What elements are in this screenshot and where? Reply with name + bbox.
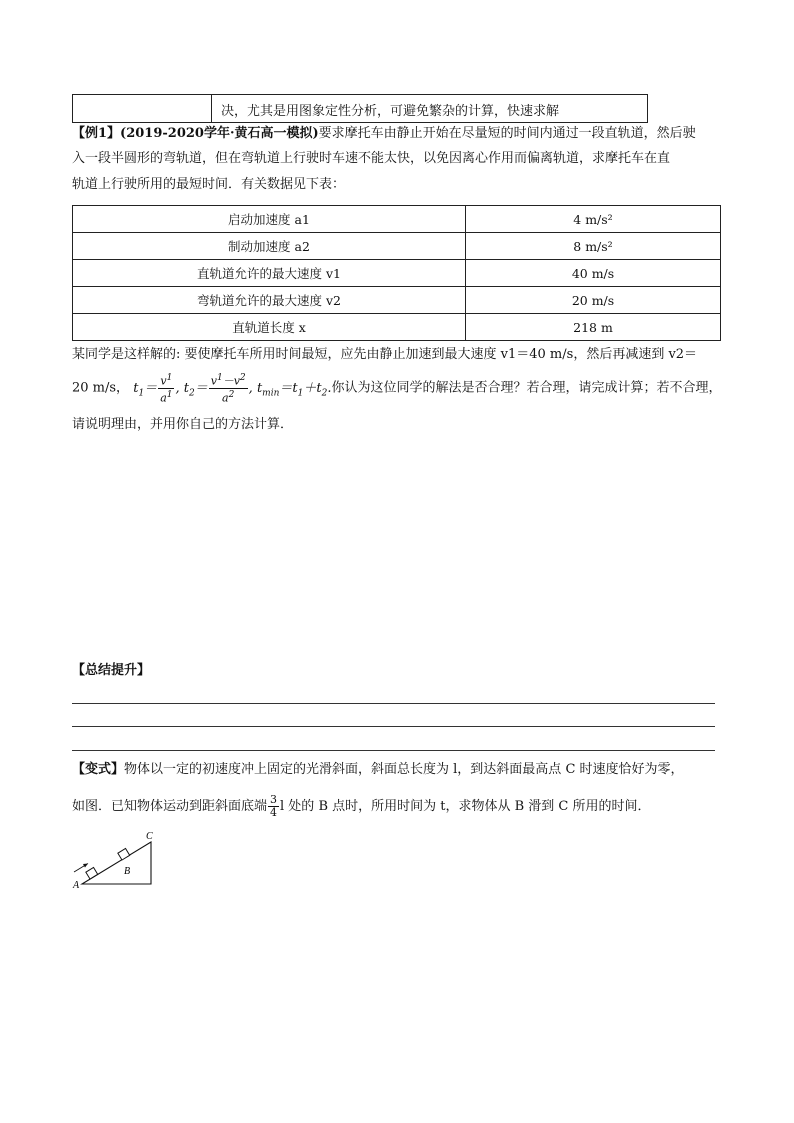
variant-text-2b: l 处的 B 点时，所用时间为 t，求物体从 B 滑到 C 所用的时间．	[280, 799, 651, 814]
table-cell-value: 4 m/s²	[466, 206, 721, 233]
answer-line	[72, 750, 715, 751]
example-text-1: 要求摩托车由静止开始在尽量短的时间内通过一段直轨道，然后驶	[318, 126, 696, 141]
table-cell-label: 弯轨道允许的最大速度 v2	[73, 287, 466, 314]
block-at-a	[86, 867, 98, 879]
solution-text-2a: 20 m/s，	[72, 380, 130, 396]
example-line-3: 轨道上行驶所用的最短时间．有关数据见下表：	[72, 177, 346, 192]
variant-tag: 【变式】	[72, 762, 125, 777]
label-b: B	[124, 866, 131, 877]
data-table	[72, 205, 721, 341]
table-cell-label: 启动加速度 a1	[73, 206, 466, 233]
formula-tmin: $t_{min}=t_1+t_2$.	[256, 380, 332, 399]
table-row	[73, 260, 721, 287]
variant-text-1: 物体以一定的初速度冲上固定的光滑斜面，斜面总长度为 l，到达斜面最高点 C 时速度恰好为零，	[124, 762, 684, 777]
table-row	[73, 287, 721, 314]
solution-line-3: 请说明理由，并用你自己的方法计算．	[72, 417, 294, 432]
table-cell-value: 218 m	[466, 314, 721, 341]
continuation-table	[72, 94, 648, 123]
table-cell-label: 直轨道长度 x	[73, 314, 466, 341]
formula-t2: $t_2=$ $\frac{v^1-v^2}{a^2}$ ,	[183, 373, 253, 405]
block-at-b	[118, 848, 130, 860]
table-row	[73, 233, 721, 260]
continuation-table-right-cell: 决，尤其是用图象定性分析，可避免繁杂的计算，快速求解	[221, 104, 560, 119]
table-cell-value: 8 m/s²	[466, 233, 721, 260]
table-row	[73, 206, 721, 233]
label-c: C	[146, 831, 153, 842]
summary-title: 【总结提升】	[72, 663, 151, 678]
fraction-three-quarters: $\frac{3}{4}$	[270, 793, 278, 819]
variant-line-1	[72, 757, 732, 782]
variant-line-2	[72, 792, 732, 822]
table-cell-label: 制动加速度 a2	[73, 233, 466, 260]
continuation-table-left-cell	[73, 95, 212, 122]
solution-line-2	[72, 372, 732, 408]
answer-line	[72, 703, 715, 704]
answer-line	[72, 726, 715, 727]
variant-text-2a: 如图．已知物体运动到距斜面底端	[72, 799, 268, 814]
formula-t1: $t_1=$ $\frac{v^1}{a^1}$ ,	[133, 373, 180, 405]
table-cell-value: 20 m/s	[466, 287, 721, 314]
table-cell-value: 40 m/s	[466, 260, 721, 287]
table-row	[73, 314, 721, 341]
solution-text-2b: 你认为这位同学的解法是否合理？若合理，请完成计算；若不合理，	[331, 380, 722, 396]
solution-line-1: 某同学是这样解的: 要使摩托车所用时间最短，应先由静止加速到最大速度 v1＝40 m/s，然后再减速到 v2＝	[72, 347, 698, 362]
table-cell-label: 直轨道允许的最大速度 v1	[73, 260, 466, 287]
example-tag: 【例1】	[72, 126, 121, 141]
example-line-2: 入一段半圆形的弯轨道，但在弯轨道上行驶时车速不能太快，以免因离心作用而偏离轨道，求摩托车在直	[72, 151, 671, 166]
label-a: A	[73, 880, 80, 890]
arrow-head-icon	[83, 864, 88, 868]
incline-figure	[68, 828, 168, 890]
example-source: (2019-2020学年·黄石高一模拟)	[120, 126, 319, 141]
example-line-1	[72, 121, 732, 146]
